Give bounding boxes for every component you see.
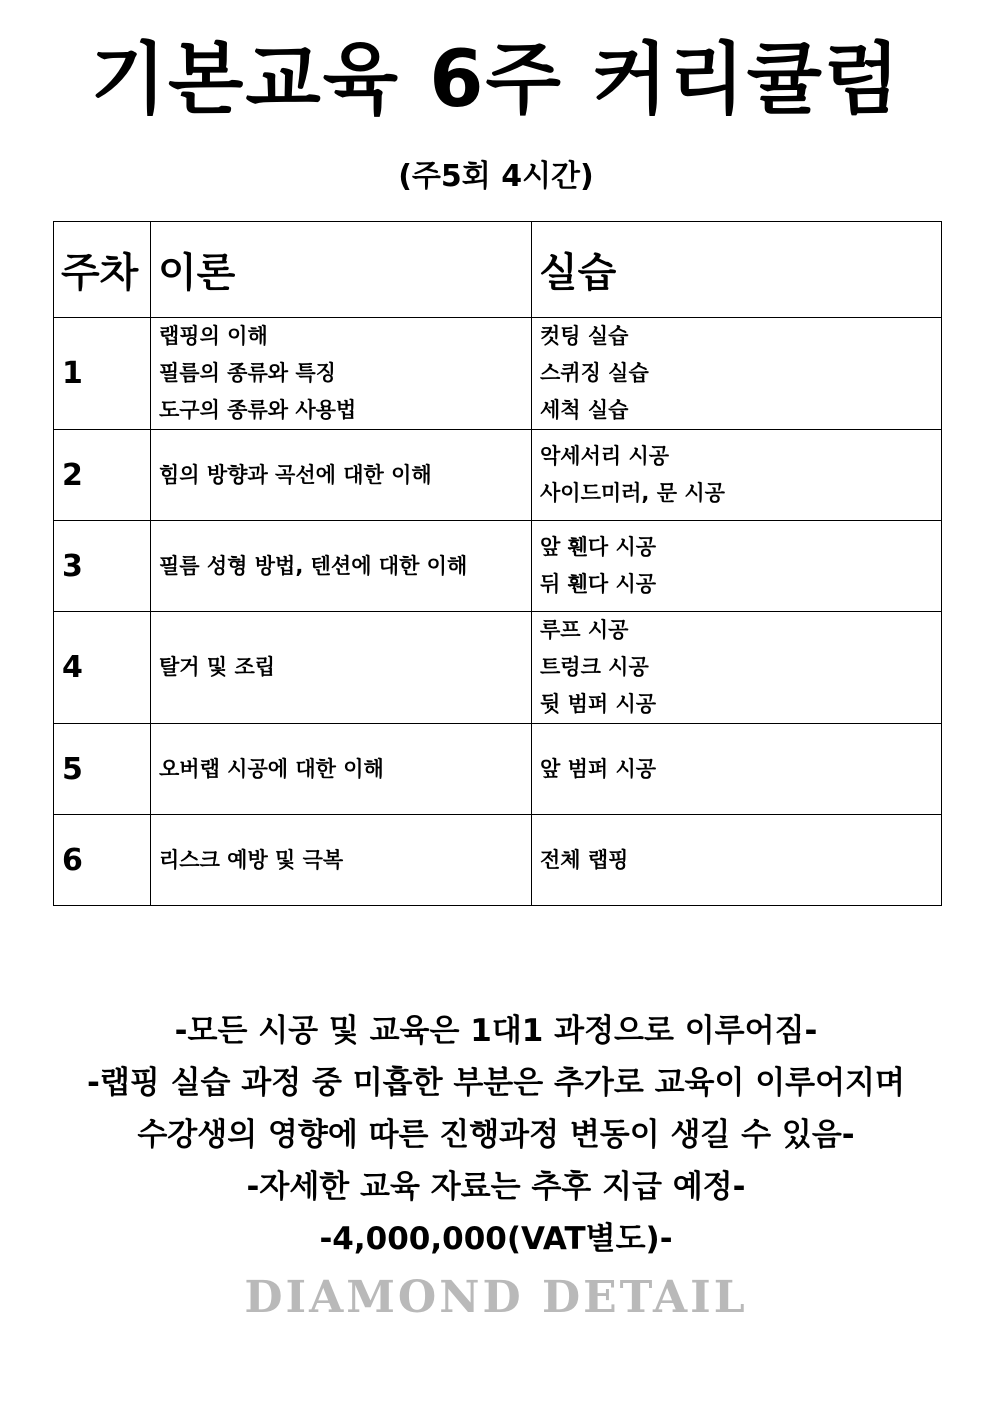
table-header-row: [54, 222, 942, 318]
table-row: [54, 430, 942, 521]
header-practice: 실습: [532, 222, 942, 318]
theory-cell: [151, 815, 532, 906]
theory-item: 오버랩 시공에 대한 이해: [159, 756, 384, 781]
note-line: 수강생의 영향에 따른 진행과정 변동이 생길 수 있음-: [137, 1117, 855, 1153]
price-line: -4,000,000(VAT별도)-: [319, 1221, 673, 1257]
curriculum-body: [54, 318, 942, 906]
notes-block: [0, 1005, 992, 1265]
theory-cell: [151, 318, 532, 430]
week-number: 2: [54, 430, 151, 521]
practice-cell: [532, 430, 942, 521]
brand-watermark: DIAMOND DETAIL: [244, 1272, 748, 1323]
table-row: [54, 815, 942, 906]
practice-item: 세척 실습: [540, 398, 629, 422]
theory-item: 도구의 종류와 사용법: [159, 398, 357, 422]
practice-item: 전체 랩핑: [540, 847, 629, 872]
week-number: 4: [54, 612, 151, 724]
page-title: 기본교육 6주 커리큘럼: [90, 35, 902, 125]
note-line: -모든 시공 및 교육은 1대1 과정으로 이루어짐-: [174, 1013, 818, 1049]
note-line: -자세한 교육 자료는 추후 지급 예정-: [246, 1169, 746, 1205]
table-row: [54, 521, 942, 612]
theory-item: 랩핑의 이해: [159, 324, 268, 348]
table-row: [54, 318, 942, 430]
practice-item: 앞 휀다 시공: [540, 535, 657, 559]
theory-item: 필름 성형 방법, 텐션에 대한 이해: [159, 553, 468, 578]
practice-item: 컷팅 실습: [540, 324, 629, 348]
practice-item: 뒤 휀다 시공: [540, 572, 657, 596]
practice-cell: [532, 612, 942, 724]
week-number: 6: [54, 815, 151, 906]
theory-item: 힘의 방향과 곡선에 대한 이해: [159, 462, 432, 487]
practice-item: 스퀴징 실습: [540, 361, 649, 385]
practice-cell: [532, 521, 942, 612]
practice-item: 사이드미러, 문 시공: [540, 481, 725, 505]
header-week: 주차: [54, 222, 151, 318]
practice-item: 뒷 범퍼 시공: [540, 692, 657, 716]
practice-item: 앞 범퍼 시공: [540, 756, 657, 781]
week-number: 3: [54, 521, 151, 612]
practice-cell: [532, 724, 942, 815]
table-row: [54, 612, 942, 724]
theory-item: 필름의 종류와 특징: [159, 361, 336, 385]
table-row: [54, 724, 942, 815]
note-line: -랩핑 실습 과정 중 미흡한 부분은 추가로 교육이 이루어지며: [87, 1065, 905, 1101]
theory-cell: [151, 612, 532, 724]
practice-item: 루프 시공: [540, 618, 629, 642]
theory-item: 리스크 예방 및 극복: [159, 847, 344, 872]
page-subtitle: (주5회 4시간): [398, 159, 594, 194]
practice-item: 악세서리 시공: [540, 444, 670, 468]
practice-item: 트렁크 시공: [540, 655, 649, 679]
week-number: 5: [54, 724, 151, 815]
practice-cell: [532, 815, 942, 906]
practice-cell: [532, 318, 942, 430]
theory-cell: [151, 724, 532, 815]
curriculum-table: [53, 221, 942, 906]
theory-cell: [151, 521, 532, 612]
theory-cell: [151, 430, 532, 521]
theory-item: 탈거 및 조립: [159, 655, 276, 679]
week-number: 1: [54, 318, 151, 430]
header-theory: 이론: [151, 222, 532, 318]
